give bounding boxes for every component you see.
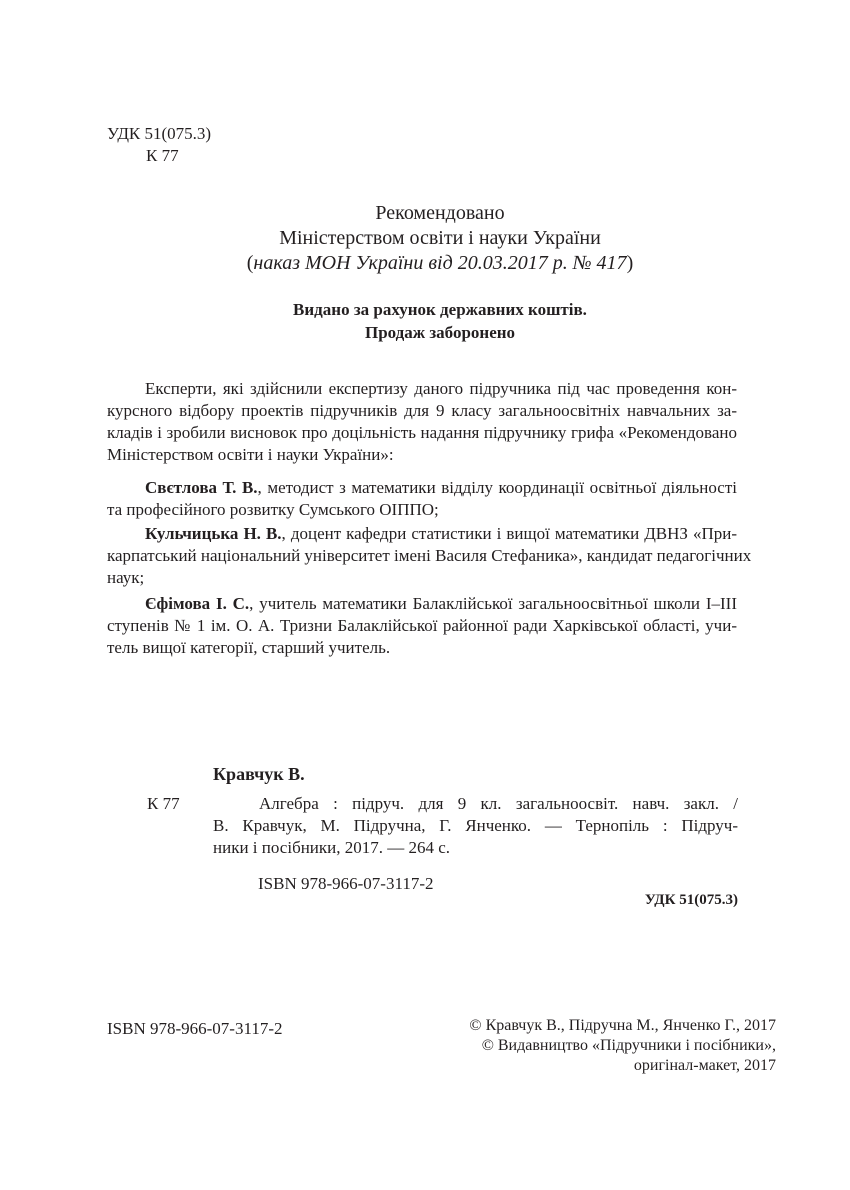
copyright-line: оригінал-макет, 2017	[633, 1057, 776, 1074]
expert-description-line: тель вищої категорії, старший учитель.	[107, 638, 391, 657]
expert-entry	[107, 593, 737, 659]
funding-line-2: Продаж заборонено	[364, 323, 516, 342]
expert-entry	[107, 477, 737, 521]
copyright-block	[469, 1016, 776, 1076]
catalog-description	[213, 793, 738, 859]
expert-name: Кульчицька Н. В.	[145, 524, 282, 543]
expert-name: Свєтлова Т. В.	[145, 478, 258, 497]
experts-intro-line: Міністерством освіти і науки України»:	[107, 445, 394, 464]
expert-description-line: карпатський національний університет імені Василя Стефаника», кандидат педагогічних	[107, 546, 752, 565]
catalog-udc: УДК 51(075.3)	[644, 892, 738, 908]
udc-code: УДК 51(075.3)	[107, 124, 212, 143]
funding-line-1: Видано за рахунок державних коштів.	[293, 300, 587, 319]
expert-name: Єфімова І. С.	[145, 594, 250, 613]
catalog-isbn: ISBN 978-966-07-3117-2	[258, 874, 434, 893]
expert-first-line	[107, 477, 737, 499]
experts-intro	[107, 378, 737, 466]
expert-description: , доцент кафедри статистики і вищої математики ДВНЗ «При-	[281, 524, 737, 543]
approval-order: наказ МОН України від 20.03.2017 р. № 417	[253, 252, 627, 274]
catalog-line: ники і посібники, 2017. — 264 с.	[213, 838, 451, 857]
experts-intro-line: курсного відбору проектів підручників для 9 класу загальноосвітніх навчальних за-	[107, 401, 737, 420]
expert-description-line: ступенів № 1 ім. О. А. Тризни Балаклійської районної ради Харківської області, учи-	[107, 616, 737, 635]
author-code: К 77	[146, 146, 179, 165]
experts-intro-line: Експерти, які здійснили експертизу даного підручника під час проведення кон-	[145, 379, 737, 398]
expert-description-line: наук;	[107, 568, 145, 587]
approval-line-3	[0, 251, 850, 276]
approval-block	[0, 201, 850, 276]
experts-intro-line: кладів і зробили висновок про доцільність надання підручнику грифа «Рекомендовано	[107, 423, 737, 442]
approval-paren-close: )	[626, 252, 634, 274]
expert-first-line	[107, 593, 737, 615]
expert-description: , учитель математики Балаклійської загальноосвітньої школи І–ІІІ	[249, 594, 737, 613]
funding-notice	[0, 298, 850, 344]
approval-paren-open: (	[246, 252, 254, 274]
udc-header	[107, 123, 211, 167]
catalog-line: Алгебра : підруч. для 9 кл. загальноосвіт. навч. закл. /	[259, 794, 738, 813]
expert-description-line: та професійного розвитку Сумського ОІППО;	[107, 500, 439, 519]
catalog-line: В. Кравчук, М. Підручна, Г. Янченко. — Тернопіль : Підруч-	[213, 816, 738, 835]
footer-isbn: ISBN 978-966-07-3117-2	[107, 1019, 283, 1038]
approval-line-2: Міністерством освіти і науки України	[279, 227, 601, 249]
expert-description: , методист з математики відділу координації освітньої діяльності	[257, 478, 737, 497]
copyright-line: © Кравчук В., Підручна М., Янченко Г., 2017	[469, 1017, 776, 1034]
expert-first-line	[107, 523, 737, 545]
catalog-author: Кравчук В.	[213, 764, 305, 784]
expert-entry	[107, 523, 752, 589]
approval-line-1: Рекомендовано	[375, 202, 505, 224]
catalog-code: К 77	[147, 794, 180, 813]
copyright-line: © Видавництво «Підручники і посібники»,	[481, 1037, 776, 1054]
